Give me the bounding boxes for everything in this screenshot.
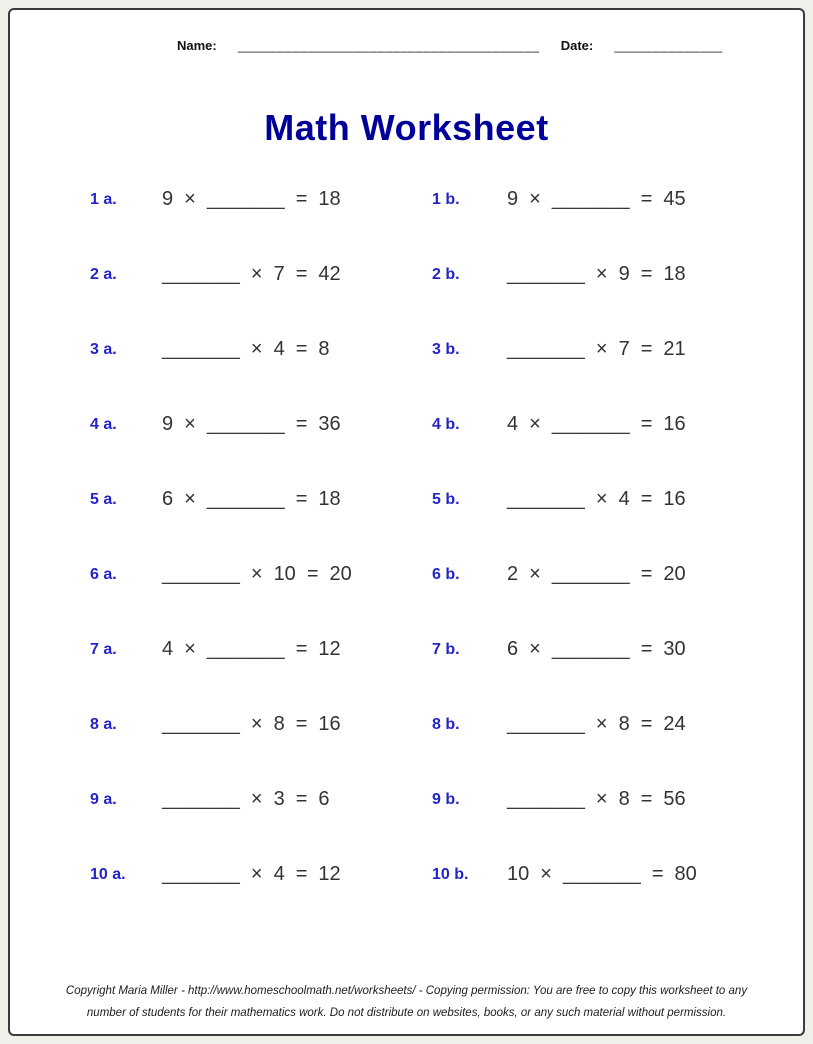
problem-label: 9 a. <box>90 790 117 808</box>
number: 30 <box>663 638 686 660</box>
problem-label: 8 a. <box>90 715 117 733</box>
number: 21 <box>663 338 686 360</box>
operator: = <box>640 638 653 660</box>
problem-label: 9 b. <box>432 790 460 808</box>
operator: = <box>295 488 308 510</box>
operator: = <box>295 413 308 435</box>
number: 3 <box>273 788 285 810</box>
problem-label: 8 b. <box>432 715 460 733</box>
number: 16 <box>318 713 341 735</box>
number: 9 <box>162 413 174 435</box>
problem-label: 6 b. <box>432 565 460 583</box>
operator: × <box>250 338 263 360</box>
operator: × <box>595 263 608 285</box>
operator: × <box>529 188 541 210</box>
answer-blank: _______ <box>562 863 641 885</box>
problem-expression <box>162 788 432 811</box>
answer-blank: _______ <box>162 713 240 735</box>
number: 10 <box>507 863 530 885</box>
answer-blank: _______ <box>551 413 630 435</box>
name-date-row <box>177 38 723 53</box>
copyright-footer <box>10 980 803 1024</box>
problem-label: 10 b. <box>432 865 469 883</box>
number: 9 <box>618 263 630 285</box>
number: 4 <box>273 863 285 885</box>
problem-expression <box>162 263 432 286</box>
number: 2 <box>507 563 519 585</box>
answer-blank: _______ <box>162 863 240 885</box>
operator: × <box>595 338 608 360</box>
operator: = <box>295 188 308 210</box>
operator: × <box>595 488 608 510</box>
operator: × <box>250 263 263 285</box>
operator: = <box>295 263 308 285</box>
problem-expression <box>507 788 783 811</box>
number: 6 <box>318 788 330 810</box>
answer-blank: _______ <box>507 338 585 360</box>
problem-expression <box>162 188 432 211</box>
answer-blank: _______ <box>162 788 240 810</box>
number: 10 <box>273 563 296 585</box>
number: 80 <box>674 863 697 885</box>
answer-blank: _______ <box>206 413 285 435</box>
operator: = <box>640 188 653 210</box>
number: 36 <box>318 413 341 435</box>
worksheet-page <box>8 8 805 1036</box>
answer-blank: _______ <box>551 188 630 210</box>
answer-blank: _______ <box>507 788 585 810</box>
operator: × <box>529 413 541 435</box>
problem-label: 7 b. <box>432 640 460 658</box>
number: 4 <box>507 413 519 435</box>
problem-expression <box>162 638 432 661</box>
problem-expression <box>507 563 783 586</box>
problem-expression <box>507 338 783 361</box>
number: 6 <box>507 638 519 660</box>
answer-blank: _______ <box>162 263 240 285</box>
problem-expression <box>162 863 432 886</box>
problem-expression <box>162 338 432 361</box>
operator: × <box>540 863 552 885</box>
operator: = <box>640 413 653 435</box>
problem-label: 5 b. <box>432 490 460 508</box>
answer-blank: _______ <box>206 488 285 510</box>
operator: × <box>529 563 541 585</box>
problem-label: 2 a. <box>90 265 117 283</box>
operator: × <box>595 788 608 810</box>
number: 20 <box>329 563 352 585</box>
number: 12 <box>318 863 341 885</box>
operator: × <box>250 788 263 810</box>
answer-blank: _______ <box>551 638 630 660</box>
problem-expression <box>162 563 432 586</box>
number: 20 <box>663 563 686 585</box>
date-label: Date: <box>560 38 594 53</box>
operator: × <box>184 488 196 510</box>
operator: = <box>640 263 653 285</box>
number: 18 <box>318 488 341 510</box>
footer-line-2: number of students for their mathematics work. Do not distribute on websites, books, or any such material without permission. <box>86 1007 727 1019</box>
answer-blank: _______ <box>507 488 585 510</box>
operator: = <box>295 863 308 885</box>
answer-blank: _______ <box>206 638 285 660</box>
problem-expression <box>507 863 783 886</box>
number: 24 <box>663 713 686 735</box>
number: 12 <box>318 638 341 660</box>
problem-label: 4 a. <box>90 415 117 433</box>
problem-label: 3 b. <box>432 340 460 358</box>
operator: × <box>250 863 263 885</box>
operator: = <box>295 713 308 735</box>
number: 45 <box>663 188 686 210</box>
problem-expression <box>507 638 783 661</box>
number: 16 <box>663 488 686 510</box>
problem-label: 1 a. <box>90 190 117 208</box>
footer-line-1: Copyright Maria Miller - http://www.homeschoolmath.net/worksheets/ - Copying permission: You are free to copy this worksheet to any <box>65 985 748 997</box>
problem-expression <box>507 488 783 511</box>
number: 18 <box>663 263 686 285</box>
number: 56 <box>663 788 686 810</box>
number: 7 <box>273 263 285 285</box>
number: 4 <box>162 638 174 660</box>
name-label: Name: <box>177 38 217 53</box>
operator: × <box>184 413 196 435</box>
problem-expression <box>162 713 432 736</box>
problem-label: 3 a. <box>90 340 117 358</box>
operator: = <box>295 338 308 360</box>
number: 16 <box>663 413 686 435</box>
number: 9 <box>507 188 519 210</box>
problem-expression <box>162 488 432 511</box>
number: 6 <box>162 488 174 510</box>
number: 8 <box>618 713 630 735</box>
problem-label: 2 b. <box>432 265 460 283</box>
number: 8 <box>618 788 630 810</box>
operator: × <box>184 188 196 210</box>
operator: = <box>306 563 319 585</box>
operator: = <box>640 563 653 585</box>
operator: × <box>184 638 196 660</box>
problem-label: 5 a. <box>90 490 117 508</box>
operator: = <box>651 863 664 885</box>
number: 8 <box>318 338 330 360</box>
problem-label: 4 b. <box>432 415 460 433</box>
problem-label: 6 a. <box>90 565 117 583</box>
number: 8 <box>273 713 285 735</box>
page-title: Math Worksheet <box>264 107 549 148</box>
problem-label: 10 a. <box>90 865 126 883</box>
operator: × <box>250 563 263 585</box>
operator: = <box>640 338 653 360</box>
operator: = <box>640 788 653 810</box>
operator: = <box>295 788 308 810</box>
name-blank-line: _______________________________________ <box>238 38 540 53</box>
problem-expression <box>507 413 783 436</box>
number: 4 <box>273 338 285 360</box>
problem-expression <box>507 713 783 736</box>
answer-blank: _______ <box>162 338 240 360</box>
number: 4 <box>618 488 630 510</box>
problem-label: 1 b. <box>432 190 460 208</box>
operator: × <box>250 713 263 735</box>
answer-blank: _______ <box>507 263 585 285</box>
problem-expression <box>507 188 783 211</box>
problem-expression <box>162 413 432 436</box>
problem-expression <box>507 263 783 286</box>
number: 9 <box>162 188 174 210</box>
operator: = <box>640 488 653 510</box>
answer-blank: _______ <box>162 563 240 585</box>
problems-grid <box>90 162 783 912</box>
operator: = <box>640 713 653 735</box>
answer-blank: _______ <box>551 563 630 585</box>
operator: = <box>295 638 308 660</box>
number: 7 <box>618 338 630 360</box>
answer-blank: _______ <box>206 188 285 210</box>
answer-blank: _______ <box>507 713 585 735</box>
operator: × <box>595 713 608 735</box>
number: 42 <box>318 263 341 285</box>
number: 18 <box>318 188 341 210</box>
date-blank-line: ______________ <box>614 38 723 53</box>
problem-label: 7 a. <box>90 640 117 658</box>
operator: × <box>529 638 541 660</box>
